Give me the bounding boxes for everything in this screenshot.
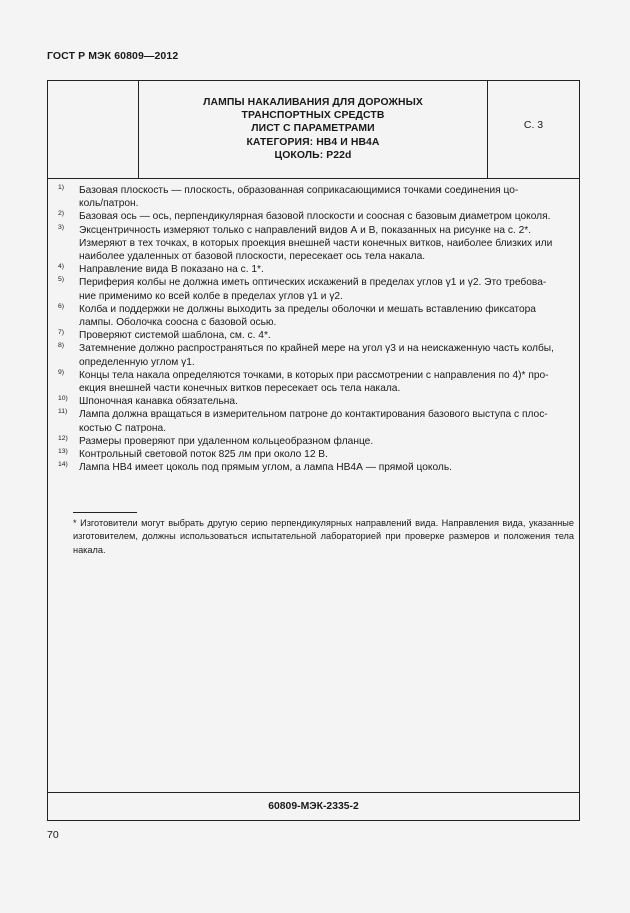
note-text: Контрольный световой поток 825 лм при около 12 В. xyxy=(79,449,328,461)
note-text: Базовая плоскость — плоскость, образованная соприкасающимися точками соединения цо- коль/патрон. xyxy=(79,185,519,210)
page-number: 70 xyxy=(47,829,59,841)
note-mark: 2) xyxy=(58,210,65,218)
note-item xyxy=(58,461,576,474)
note-item xyxy=(58,224,576,264)
note-item xyxy=(58,329,576,342)
note-text: Проверяют системой шаблона, см. с. 4*. xyxy=(79,330,271,342)
note-mark: 4) xyxy=(58,263,65,271)
note-text: Шпоночная канавка обязательна. xyxy=(79,396,238,408)
title-block-right-cell xyxy=(488,81,579,178)
note-mark: 9) xyxy=(58,368,65,376)
note-item xyxy=(58,369,576,395)
note-mark: 14) xyxy=(58,461,68,469)
title-line: ЦОКОЛЬ: Р22d xyxy=(274,149,352,161)
title-line: ТРАНСПОРТНЫХ СРЕДСТВ xyxy=(241,110,385,122)
note-item xyxy=(58,184,576,210)
note-item xyxy=(58,276,576,302)
note-item xyxy=(58,210,576,223)
note-text: Концы тела накала определяются точками, в которых при рассмотрении с направления по 4)* про- екция внешней части конечных витков пересекает ось тела накала. xyxy=(79,369,549,395)
note-mark: 6) xyxy=(58,302,65,310)
title-block xyxy=(48,81,579,179)
note-text: Колба и поддержки не должны выходить за пределы оболочки и мешать вставлению фиксатора лампы. Оболочка соосна с базовой осью. xyxy=(79,303,536,329)
note-mark: 13) xyxy=(58,448,68,456)
note-mark: 7) xyxy=(58,329,65,337)
note-mark: 11) xyxy=(58,408,68,416)
sheet-page-reference: С. 3 xyxy=(523,119,544,131)
sheet-title xyxy=(139,96,487,162)
note-item xyxy=(58,408,576,434)
footnote-text: * Изготовители могут выбрать другую серию перпендикулярных направлений вида. Направления вида, указанные изготовителем, должны использоваться испытательной лабораторией при проверке размеров и положения тела накала. xyxy=(73,518,574,555)
note-text: Лампа должна вращаться в измерительном патроне до контактирования базового выступа с плос- костью С патрона. xyxy=(79,409,548,434)
note-text: Направление вида В показано на с. 1*. xyxy=(79,264,264,276)
document-code: 60809-МЭК-2335-2 xyxy=(268,801,359,812)
title-line: КАТЕГОРИЯ: НВ4 И НВ4А xyxy=(246,136,380,148)
title-block-left-cell xyxy=(48,81,139,178)
note-mark: 3) xyxy=(58,223,65,231)
footnote-separator xyxy=(73,512,137,513)
note-item xyxy=(58,263,576,276)
note-text: Эксцентричность измеряют только с направлений видов А и В, показанных на рисунке на с. 2*. Измеряют в тех точках, в которых проекция внешней части конечных витков, наиболее близких или наиболее удаленных от базовой плоскости, пересекает ось тела накала. xyxy=(79,224,553,263)
note-text: Размеры проверяют при удаленном кольцеобразном фланце. xyxy=(79,435,374,447)
note-item xyxy=(58,303,576,329)
note-mark: 8) xyxy=(58,342,65,350)
title-line: ЛИСТ С ПАРАМЕТРАМИ xyxy=(251,123,375,135)
sheet-frame xyxy=(47,80,580,821)
note-mark: 12) xyxy=(58,434,68,442)
document-standard-header: ГОСТ Р МЭК 60809—2012 xyxy=(47,50,179,62)
note-mark: 10) xyxy=(58,395,68,403)
note-text: Базовая ось — ось, перпендикулярная базовой плоскости и соосная с базовым диаметром цоколя. xyxy=(79,211,551,223)
note-item xyxy=(58,448,576,461)
footer-block xyxy=(48,792,579,821)
note-mark: 1) xyxy=(58,184,65,191)
note-text: Затемнение должно распространяться по крайней мере на угол γ3 и на неискаженную часть колбы, определенную углом γ1. xyxy=(79,343,554,368)
note-item xyxy=(58,342,576,368)
notes-list xyxy=(58,184,576,474)
note-text: Периферия колбы не должна иметь оптических искажений в пределах углов γ1 и γ2. Это требова- ние применимо ко всей колбе в пределах углов γ1 и γ2. xyxy=(79,277,547,302)
title-block-center-cell xyxy=(139,81,488,178)
note-mark: 5) xyxy=(58,276,65,284)
note-text: Лампа НВ4 имеет цоколь под прямым углом, а лампа НВ4А — прямой цоколь. xyxy=(79,462,452,474)
title-line: ЛАМПЫ НАКАЛИВАНИЯ ДЛЯ ДОРОЖНЫХ xyxy=(203,97,423,108)
note-item xyxy=(58,395,576,408)
note-item xyxy=(58,435,576,448)
